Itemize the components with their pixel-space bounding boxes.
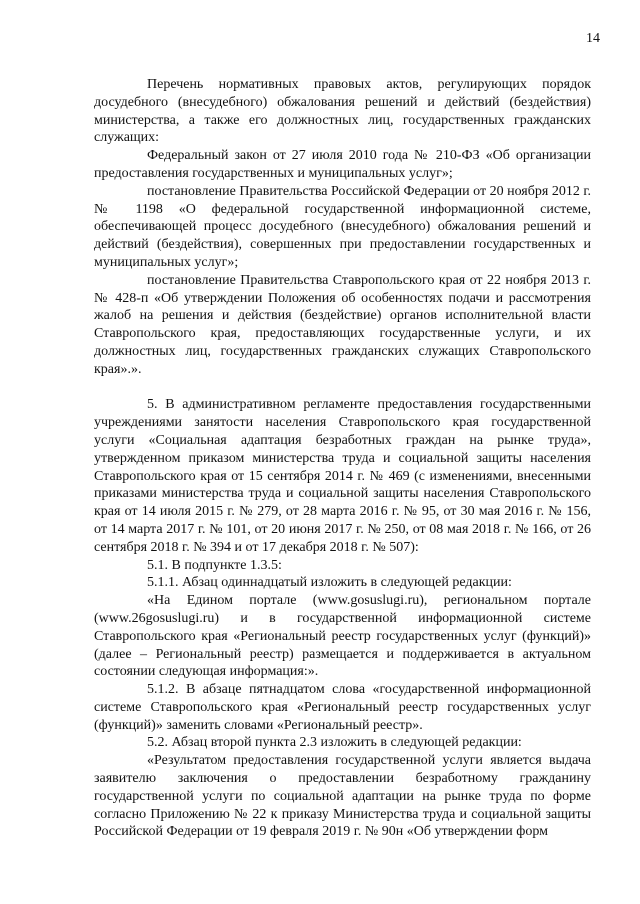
paragraph-federal-law: Федеральный закон от 27 июля 2010 года № 210-ФЗ «Об организации предоставления государственных и муниципальных услуг»; xyxy=(94,148,591,181)
paragraph-rf-government-resolution: постановление Правительства Российской Федерации от 20 ноября 2012 г. № 1198 «О федеральной государственной информационной системе, обеспечивающей процесс досудебного (внесудебного) обжалования решений и действий (бездействия), совершенных при предоставлении государственных и муниципальных услуг»; xyxy=(94,183,591,270)
paragraph-item-5-1: 5.1. В подпункте 1.3.5: xyxy=(147,557,282,573)
paragraph-unified-portal-quote: «На Едином портале (www.gosuslugi.ru), региональном портале (www.26gosuslugi.ru) и в государственной информационной системе Ставропольского края «Региональный реестр государственных услуг (функций)» (далее – Региональный реестр) размещается и поддерживается в актуальном состоянии следующая информация:». xyxy=(94,593,591,680)
document-body xyxy=(94,76,591,841)
paragraph-stavropol-resolution: постановление Правительства Ставропольского края от 22 ноября 2013 г. № 428-п «Об утверждении Положения об особенностях подачи и рассмотрения жалоб на решения и действия (бездействие) органов исполнительной власти Ставропольского края, предоставляющих государственные услуги, и их должностных лиц, государственных гражданских служащих Ставропольского края».». xyxy=(94,272,591,377)
paragraph-item-5-2: 5.2. Абзац второй пункта 2.3 изложить в следующей редакции: xyxy=(147,735,522,751)
paragraph-item-5-1-2: 5.1.2. В абзаце пятнадцатом слова «государственной информационной системе Ставропольского края «Региональный реестр государственных услуг (функций)» заменить словами «Региональный реестр». xyxy=(94,682,591,733)
page-number: 14 xyxy=(586,31,600,46)
paragraph-item-5-1-1: 5.1.1. Абзац одиннадцатый изложить в следующей редакции: xyxy=(147,575,512,591)
paragraph-regulations-list: Перечень нормативных правовых актов, регулирующих порядок досудебного (внесудебного) обжалования решений и действий (бездействия) министерства, а также его должностных лиц, государственных гражданских служащих: xyxy=(94,77,591,146)
paragraph-result-quote: «Результатом предоставления государственной услуги является выдача заявителю заключения о предоставлении безработному гражданину государственной услуги по социальной адаптации на рынке труда по форме согласно Приложению № 22 к приказу Министерства труда и социальной защиты Российской Федерации от 19 февраля 2019 г. № 90н «Об утверждении форм xyxy=(94,753,591,840)
paragraph-item-5: 5. В административном регламенте предоставления государственными учреждениями занятости населения Ставропольского края государственной услуги «Социальная адаптация безработных граждан на рынке труда», утвержденном приказом министерства труда и социальной защиты населения Ставропольского края от 15 сентября 2014 г. № 469 (с изменениями, внесенными приказами министерства труда и социальной защиты населения Ставропольского края от 14 июля 2015 г. № 279, от 28 марта 2016 г. № 95, от 30 мая 2016 г. № 156, от 14 марта 2017 г. № 101, от 20 июня 2017 г. № 250, от 08 мая 2018 г. № 166, от 26 сентября 2018 г. № 394 и от 17 декабря 2018 г. № 507): xyxy=(94,397,591,555)
